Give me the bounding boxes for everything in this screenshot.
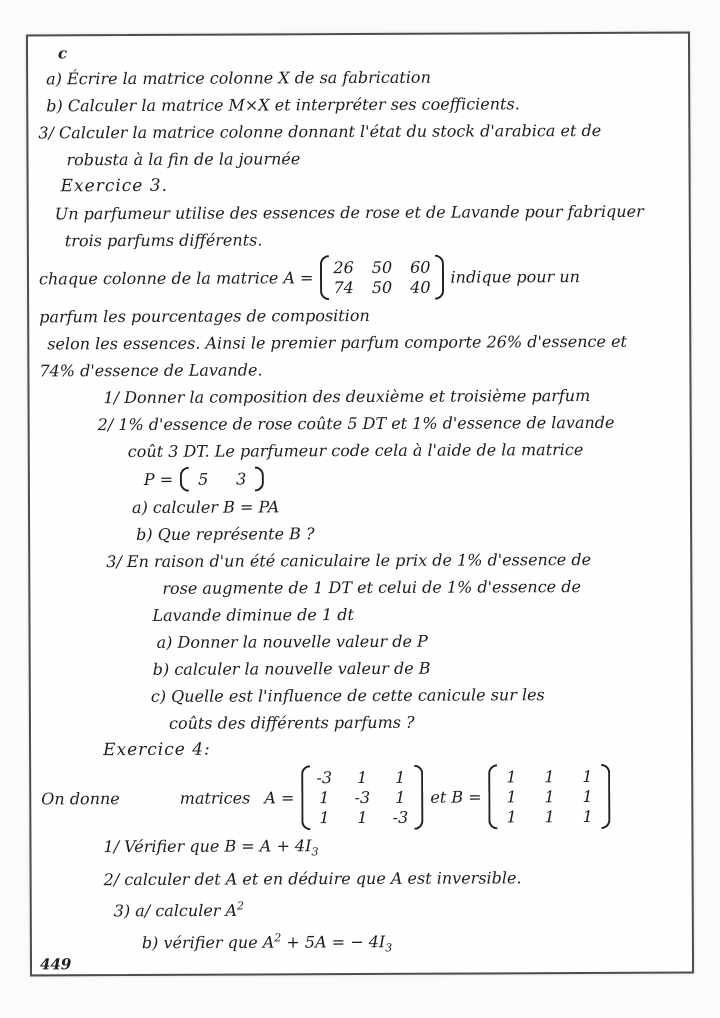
exercice3-title: Exercice 3. (60, 175, 169, 197)
matrix-cell: 1 (357, 767, 368, 788)
exercice3-selon-line2: 74% d'essence de Lavande. (39, 360, 263, 381)
exercice3-selon-line1: selon les essences. Ainsi le premier parfum comporte 26% d'essence et (47, 331, 627, 354)
matrix-cell: -3 (354, 787, 371, 808)
exercice4-title: Exercice 4: (103, 739, 211, 761)
exercice3-intro-line1: Un parfumeur utilise des essences de rose et de Lavande pour fabriquer (54, 201, 644, 224)
matrix-cell: 1 (506, 807, 517, 827)
prelude-item-a: a) Écrire la matrice colonne X de sa fabrication (46, 67, 431, 89)
page-number: 449 (39, 955, 72, 974)
p-label: P = (143, 469, 174, 489)
matrices-label: matrices (179, 788, 251, 808)
exercice3-q2-line2: coût 3 DT. Le parfumeur code cela à l'aide de la matrice (127, 440, 584, 462)
exercice3-p-definition (144, 463, 682, 494)
corner-letter: c (57, 44, 68, 63)
exercice3-q2b: b) Que représente B ? (136, 524, 315, 544)
exercice3-q1: 1/ Donner la composition des deuxième et troisième parfum (103, 385, 591, 408)
exercice4-q1 (103, 831, 683, 867)
identity-subscript: 3 (385, 940, 393, 954)
exercice3-intro-line2: trois parfums différents. (64, 230, 263, 251)
q3b-equation: + 5A = − 4I (281, 931, 386, 952)
matrix-b-label: et B = (430, 787, 482, 807)
matrix-cell: 1 (506, 787, 517, 807)
q1-text: 1/ Vérifier que B = A + 4I (103, 836, 312, 857)
matrix-cell: 60 (410, 257, 431, 277)
exercice3-q3a: a) Donner la nouvelle valeur de P (156, 631, 428, 652)
exercice3-q3b: b) calculer la nouvelle valeur de B (152, 658, 431, 679)
matrix-P (180, 466, 264, 491)
exercice3-q2a: a) calculer B = PA (131, 497, 280, 517)
q3a-text: 3) a/ calculer A (113, 901, 238, 921)
matrix-cell: 40 (410, 277, 431, 297)
matrix-cell: 1 (319, 788, 330, 808)
exercice4-q2: 2/ calculer det A et en déduire que A est inversible. (103, 868, 522, 890)
exercice4-q3b (142, 922, 684, 962)
on-donne-label: On donne (41, 789, 120, 809)
matrix-cell: 26 (333, 258, 354, 278)
exercice4-q3a (114, 891, 684, 925)
exercice3-matrix-sentence (39, 252, 681, 304)
matrix-cell: 74 (333, 278, 354, 298)
exercice4-matrices-sentence (41, 762, 683, 834)
matrix-cell: 1 (582, 806, 593, 827)
matrix-cell: 1 (582, 766, 593, 787)
matrix-cell: 3 (236, 469, 247, 489)
matrix-B-exercice4 (488, 764, 610, 830)
exercice3-q3-line1: 3/ En raison d'un été caniculaire le prix de 1% d'essence de (106, 549, 592, 572)
matrix-cell: -3 (392, 807, 409, 827)
matrix-cell: 1 (544, 787, 555, 807)
exercice3-q3c-line2: coûts des différents parfums ? (168, 712, 415, 733)
exercice3-q3-line3: Lavande diminue de 1 dt (152, 605, 354, 625)
exercice3-q3-line2: rose augmente de 1 DT et celui de 1% d'essence de (162, 577, 581, 598)
prelude-item-3-line1: 3/ Calculer la matrice colonne donnant l'état du stock d'arabica et de (38, 120, 602, 143)
q3b-text: b) vérifier que A (141, 932, 275, 952)
prelude-item-3-line2: robusta à la fin de la journée (66, 149, 301, 170)
prelude-item-b: b) Calculer la matrice M×X et interpréter ses coefficients. (46, 94, 520, 116)
matrix-cell: 50 (371, 257, 393, 277)
scanned-worksheet-page (26, 32, 694, 977)
matrix-cell: 5 (198, 469, 209, 489)
matrix-cell: -3 (316, 768, 333, 788)
matrix-cell: 1 (544, 767, 555, 787)
matrix-cell: 1 (506, 767, 517, 787)
square-superscript: 2 (274, 930, 282, 944)
matrix-a-label: A = (264, 788, 295, 808)
matrix-cell: 1 (544, 807, 555, 827)
matrix-A-exercice3 (320, 255, 443, 301)
square-superscript: 2 (237, 899, 245, 913)
matrix-cell: 50 (371, 277, 393, 297)
matrix-cell: 1 (582, 786, 593, 807)
matrix-cell: 1 (319, 808, 330, 828)
matrix-cell: 1 (357, 807, 368, 828)
matrix-sentence-prefix: chaque colonne de la matrice A = (38, 268, 314, 289)
exercice3-q3c-line1: c) Quelle est l'influence de cette canicule sur les (150, 685, 545, 706)
matrix-cell: 1 (395, 767, 406, 787)
matrix-cell: 1 (395, 787, 406, 807)
matrix-A-exercice4 (301, 765, 423, 831)
identity-subscript: 3 (311, 845, 319, 859)
matrix-sentence-suffix: indique pour un (450, 267, 580, 287)
exercice3-matrix-sentence-cont: parfum les pourcentages de composition (39, 305, 370, 327)
exercice3-q2-line1: 2/ 1% d'essence de rose coûte 5 DT et 1% d'essence de lavande (97, 412, 615, 435)
